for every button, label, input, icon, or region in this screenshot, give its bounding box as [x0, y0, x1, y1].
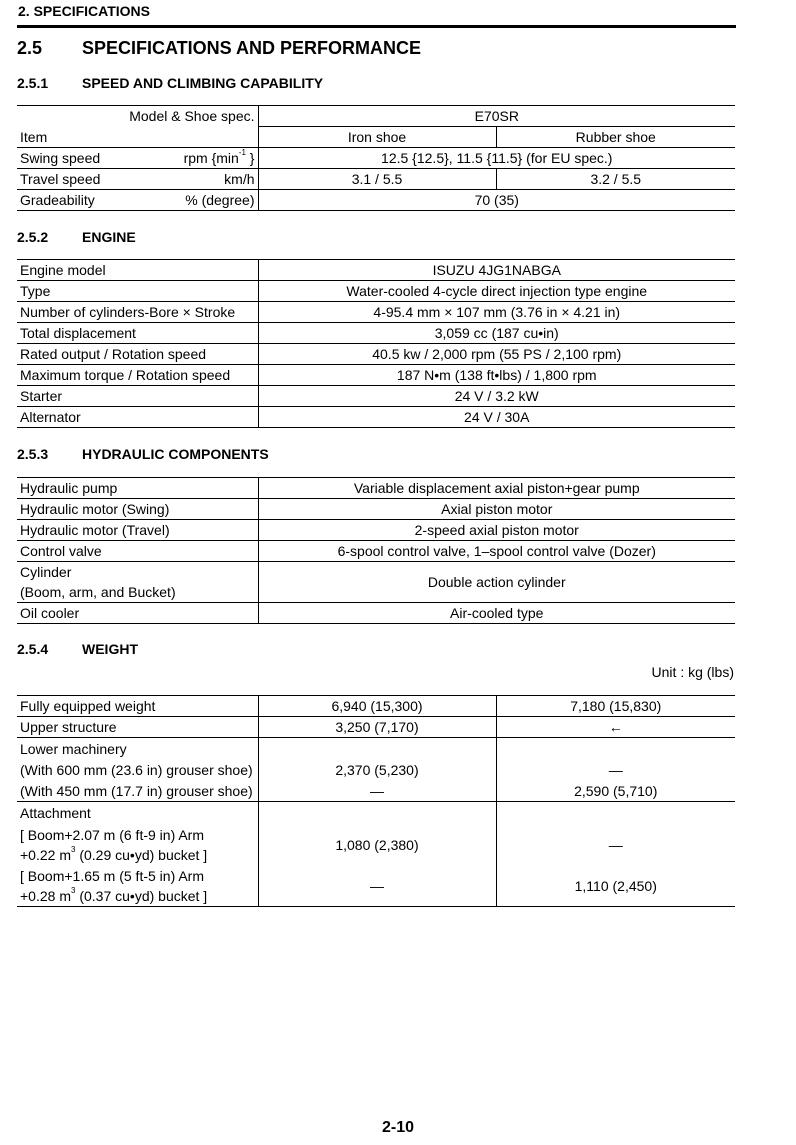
table-row-value: Axial piston motor — [258, 499, 735, 520]
table-row-label: Number of cylinders-Bore × Stroke — [17, 302, 258, 323]
gradeability-row — [17, 190, 258, 211]
iron-shoe-header: Iron shoe — [258, 127, 496, 148]
subsection-number: 2.5.3 — [17, 446, 49, 462]
swing-speed-value: 12.5 {12.5}, 11.5 {11.5} (for EU spec.) — [258, 148, 735, 169]
blank-cell — [496, 738, 735, 760]
upper-structure-iron: 3,250 (7,170) — [258, 717, 496, 738]
lower-450-iron: — — [258, 780, 496, 802]
engine-table — [17, 259, 735, 428]
attachment-2-line1: [ Boom+1.65 m (5 ft-5 in) Arm — [20, 867, 205, 884]
travel-speed-label: Travel speed — [20, 171, 101, 187]
subsection-number: 2.5.4 — [17, 641, 49, 657]
table-row-label: Starter — [17, 386, 258, 407]
lower-450-label: (With 450 mm (17.7 in) grouser shoe) — [17, 780, 258, 802]
table-row-label: Total displacement — [17, 323, 258, 344]
table-row-label: Hydraulic pump — [17, 478, 258, 499]
gradeability-value: 70 (35) — [258, 190, 735, 211]
subsection-number: 2.5.1 — [17, 75, 49, 91]
table-row-value: 2-speed axial piston motor — [258, 520, 735, 541]
subsection-title: WEIGHT — [82, 641, 138, 657]
oil-cooler-value: Air-cooled type — [258, 603, 735, 624]
section-number: 2.5 — [17, 38, 43, 58]
unit-note: Unit : kg (lbs) — [651, 664, 734, 680]
cylinder-label-line2: (Boom, arm, and Bucket) — [20, 584, 176, 600]
speed-table — [17, 105, 735, 211]
oil-cooler-label: Oil cooler — [17, 603, 258, 624]
table-row-label: Hydraulic motor (Swing) — [17, 499, 258, 520]
attachment-2-rubber: 1,110 (2,450) — [496, 865, 735, 907]
attachment-2-line2: +0.28 $m^3$ (0.37 cu•yd) bucket ] — [20, 885, 208, 904]
attachment-1-line1: [ Boom+2.07 m (6 ft-9 in) Arm — [20, 826, 205, 843]
subsection-title: HYDRAULIC COMPONENTS — [82, 446, 269, 462]
attachment-1-label — [17, 824, 258, 865]
blank-cell — [496, 802, 735, 825]
travel-speed-iron: 3.1 / 5.5 — [258, 169, 496, 190]
gradeability-unit: % (degree) — [185, 192, 255, 208]
table-row-value: Variable displacement axial piston+gear pump — [258, 478, 735, 499]
table-row-value: 6-spool control valve, 1–spool control valve (Dozer) — [258, 541, 735, 562]
lower-600-label: (With 600 mm (23.6 in) grouser shoe) — [17, 759, 258, 780]
travel-speed-unit: km/h — [224, 171, 255, 187]
table-row-label: Maximum torque / Rotation speed — [17, 365, 258, 386]
attachment-2-iron: — — [258, 865, 496, 907]
subsection-title: SPEED AND CLIMBING CAPABILITY — [82, 75, 324, 91]
model-shoe-label: Model & Shoe spec. — [17, 106, 258, 127]
table-row-value: 4-95.4 mm × 107 mm (3.76 in × 4.21 in) — [258, 302, 735, 323]
table-row-label: Engine model — [17, 260, 258, 281]
cylinder-label — [17, 562, 258, 603]
swing-speed-row — [17, 148, 258, 169]
table-row-label: Rated output / Rotation speed — [17, 344, 258, 365]
cylinder-label-line1: Cylinder — [20, 564, 72, 580]
travel-speed-rubber: 3.2 / 5.5 — [496, 169, 735, 190]
table-row-value: Water-cooled 4-cycle direct injection type engine — [258, 281, 735, 302]
table-row-label: Type — [17, 281, 258, 302]
full-weight-rubber: 7,180 (15,830) — [496, 696, 735, 717]
attachment-2-label — [17, 865, 258, 907]
header-rule — [17, 25, 736, 28]
attachment-1-line2: +0.22 $m^3$ (0.29 cu•yd) bucket ] — [20, 844, 208, 863]
blank-cell — [258, 738, 496, 760]
lower-600-iron: 2,370 (5,230) — [258, 759, 496, 780]
attachment-1-iron: 1,080 (2,380) — [258, 824, 496, 865]
swing-speed-unit: rpm {$\min^{-1}$ } — [183, 148, 255, 166]
table-row-label: Alternator — [17, 407, 258, 428]
lower-machinery-label: Lower machinery — [17, 738, 258, 760]
travel-speed-row — [17, 169, 258, 190]
blank-cell — [258, 802, 496, 825]
table-row-label: Hydraulic motor (Travel) — [17, 520, 258, 541]
swing-speed-label: Swing speed — [20, 150, 101, 166]
attachment-label: Attachment — [17, 802, 258, 825]
full-weight-iron: 6,940 (15,300) — [258, 696, 496, 717]
weight-table — [17, 695, 735, 907]
model-value: E70SR — [258, 106, 735, 127]
hydraulic-table — [17, 477, 735, 624]
table-row-value: 40.5 kw / 2,000 rpm (55 PS / 2,100 rpm) — [258, 344, 735, 365]
lower-600-rubber: — — [608, 761, 623, 778]
upper-structure-rubber: ← — [496, 717, 735, 738]
table-row-value: 24 V / 30A — [258, 407, 735, 428]
table-row-value: 24 V / 3.2 kW — [258, 386, 735, 407]
cylinder-value: Double action cylinder — [258, 562, 735, 603]
gradeability-label: Gradeability — [20, 192, 95, 208]
table-row-value: 187 N•m (138 ft•lbs) / 1,800 rpm — [258, 365, 735, 386]
section-title: SPECIFICATIONS AND PERFORMANCE — [82, 38, 422, 58]
table-row-value: 3,059 cc (187 cu•in) — [258, 323, 735, 344]
attachment-1-rubber: — — [608, 836, 623, 853]
subsection-number: 2.5.2 — [17, 229, 49, 245]
table-row-value: ISUZU 4JG1NABGA — [258, 260, 735, 281]
subsection-title: ENGINE — [82, 229, 136, 245]
page-number: 2-10 — [381, 1119, 415, 1136]
upper-structure-label: Upper structure — [17, 717, 258, 738]
full-weight-label: Fully equipped weight — [17, 696, 258, 717]
rubber-shoe-header: Rubber shoe — [496, 127, 735, 148]
item-label: Item — [17, 127, 258, 148]
table-row-label: Control valve — [17, 541, 258, 562]
running-header: 2. SPECIFICATIONS — [18, 3, 150, 19]
lower-450-rubber: 2,590 (5,710) — [496, 780, 735, 802]
